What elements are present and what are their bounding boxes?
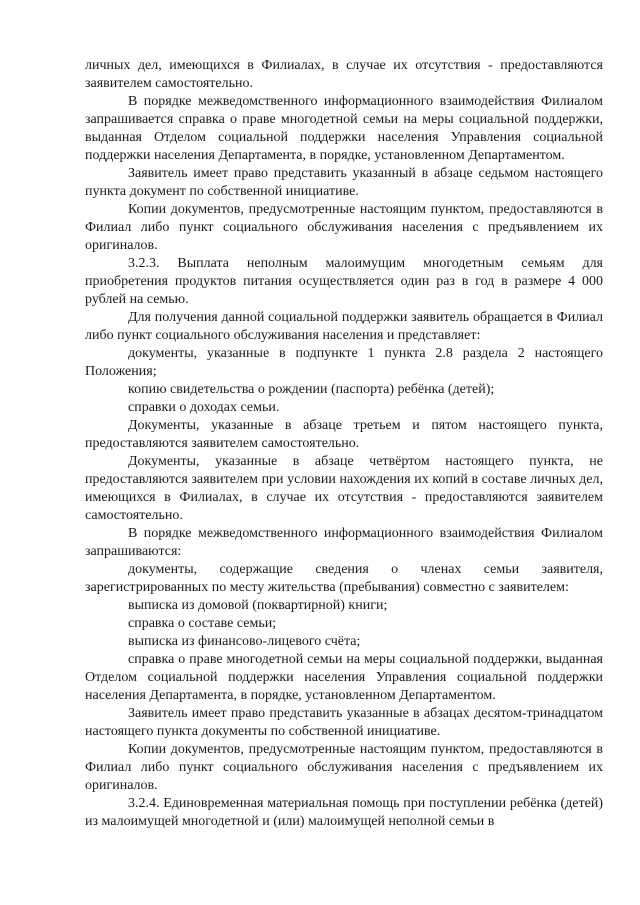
- paragraph: справка о праве многодетной семьи на меры социальной поддержки, выданная Отделом социальной поддержки населения Управления социальной поддержки населения Департамента, в порядке, установленном Департаментом.: [85, 652, 603, 703]
- paragraph: документы, указанные в подпункте 1 пункта 2.8 раздела 2 настоящего Положения;: [85, 346, 603, 379]
- paragraph: 3.2.4. Единовременная материальная помощь при поступлении ребёнка (детей) из малоимущей многодетной и (или) малоимущей неполной семьи в: [85, 796, 603, 829]
- paragraph: выписка из домовой (поквартирной) книги;: [128, 598, 388, 613]
- paragraph: справка о составе семьи;: [128, 616, 277, 631]
- paragraph: справки о доходах семьи.: [128, 400, 280, 415]
- paragraph: копию свидетельства о рождении (паспорта) ребёнка (детей);: [128, 382, 495, 397]
- paragraph: Документы, указанные в абзаце четвёртом настоящего пункта, не предоставляются заявителем при условии нахождения их копий в составе личных дел, имеющихся в Филиалах, в случае их отсутствия - предоставляются заявителем самостоятельно.: [85, 454, 603, 523]
- document-page: [85, 57, 603, 831]
- paragraph: выписка из финансово-лицевого счёта;: [128, 634, 361, 649]
- paragraph: Заявитель имеет право представить указанные в абзацах десятом-тринадцатом настоящего пункта документы по собственной инициативе.: [85, 706, 603, 739]
- paragraph: В порядке межведомственного информационного взаимодействия Филиалом запрашивается справка о праве многодетной семьи на меры социальной поддержки, выданная Отделом социальной поддержки населения Управления социальной поддержки населения Департамента, в порядке, установленном Департаментом.: [85, 94, 603, 163]
- paragraph: Для получения данной социальной поддержки заявитель обращается в Филиал либо пункт социального обслуживания населения и представляет:: [85, 310, 603, 343]
- paragraph: 3.2.3. Выплата неполным малоимущим многодетным семьям для приобретения продуктов питания осуществляется один раз в год в размере 4 000 рублей на семью.: [85, 256, 603, 307]
- paragraph: личных дел, имеющихся в Филиалах, в случае их отсутствия - предоставляются заявителем самостоятельно.: [85, 58, 603, 91]
- paragraph: Копии документов, предусмотренные настоящим пунктом, предоставляются в Филиал либо пункт социального обслуживания населения с предъявлением их оригиналов.: [85, 742, 603, 793]
- paragraph: В порядке межведомственного информационного взаимодействия Филиалом запрашиваются:: [85, 526, 603, 559]
- paragraph: Документы, указанные в абзаце третьем и пятом настоящего пункта, предоставляются заявителем самостоятельно.: [85, 418, 603, 451]
- paragraph: Заявитель имеет право представить указанный в абзаце седьмом настоящего пункта документ по собственной инициативе.: [85, 166, 603, 199]
- paragraph: документы, содержащие сведения о членах семьи заявителя, зарегистрированных по месту жительства (пребывания) совместно с заявителем:: [85, 562, 603, 595]
- paragraph: Копии документов, предусмотренные настоящим пунктом, предоставляются в Филиал либо пункт социального обслуживания населения с предъявлением их оригиналов.: [85, 202, 603, 253]
